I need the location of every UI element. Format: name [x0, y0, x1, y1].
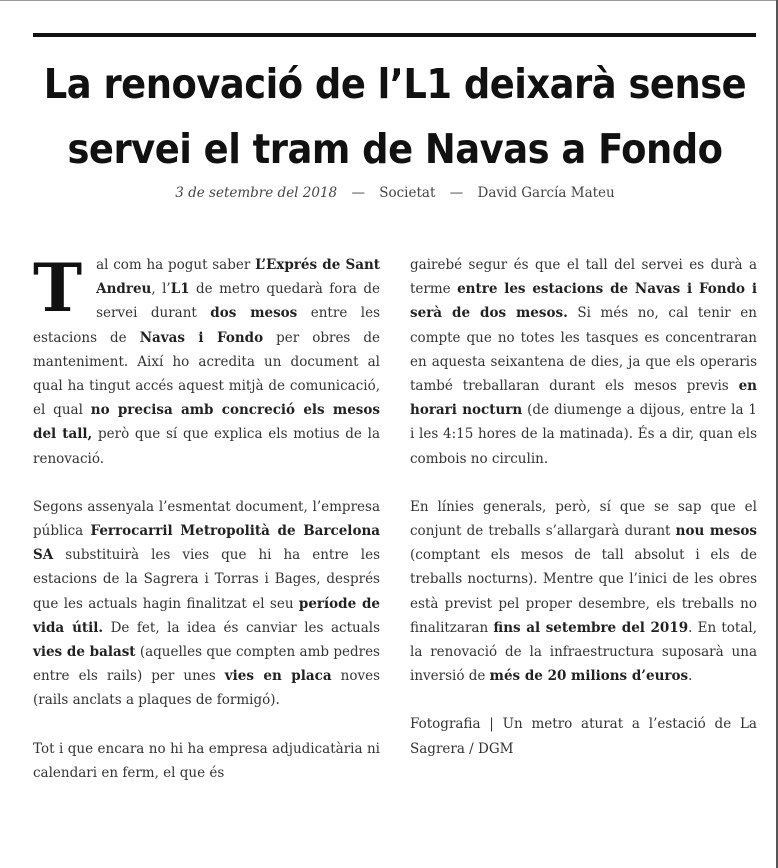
byline-separator: —	[449, 185, 464, 201]
emphasis-text: període de vida útil.	[33, 595, 380, 636]
body-text: (de diumenge a dijous, entre la 1 i les 4:15 hores de la matinada). És a dir, quan els combois no circulin.	[410, 402, 758, 467]
window-top-border	[0, 0, 778, 1]
body-text: Segons assenyala l’esmentat document, l’empresa pública	[33, 498, 380, 540]
body-text: De fet, la idea és canviar les actuals	[103, 619, 380, 636]
photo-caption	[410, 712, 757, 760]
article-paragraph-2	[33, 495, 380, 713]
article-category[interactable]: Societat	[379, 185, 436, 201]
article-paragraph-3-start	[33, 737, 380, 785]
article-date: 3 de setembre del 2018	[175, 185, 338, 201]
emphasis-text: Ferrocarril Metropolità de Barcelona SA	[33, 523, 381, 564]
paragraph-1-body	[33, 249, 381, 467]
body-text: , l’	[151, 281, 171, 298]
body-text: Si més no, cal tenir en compte que no totes les tasques es concentraran en aquesta seixantena de dies, ja que els operaris també treballaran durant els mesos previs	[410, 305, 757, 395]
emphasis-text: vies de balast	[33, 644, 136, 661]
body-text: al com ha pogut saber	[96, 257, 256, 273]
emphasis-text: vies en placa	[224, 668, 332, 685]
body-text: Fotografia | Un metro aturat a l’estació de La Sagrera / DGM	[410, 716, 757, 757]
article-byline	[0, 185, 778, 201]
drop-cap: T	[33, 249, 83, 327]
body-text: .	[688, 668, 693, 685]
body-text: (aquelles que compten amb pedres entre els rails) per unes	[33, 644, 380, 685]
emphasis-text: L’Exprés de Sant Andreu	[96, 257, 380, 298]
article-paragraph-4	[410, 495, 757, 689]
emphasis-text: nou mesos	[675, 523, 757, 540]
emphasis-text: més de 20 milions d’euros	[489, 668, 689, 685]
body-text: per obres de manteniment. Així ho acredita un document al qual ha tingut accés aquest mitjà de comunicació, el qual	[33, 329, 381, 419]
emphasis-text: no precisa amb concreció els mesos del tall,	[33, 402, 381, 443]
article-column-right	[410, 253, 757, 785]
body-text: En línies generals, però, sí que se sap que el conjunt de treballs s’allargarà durant	[410, 498, 757, 540]
article-title: La renovació de l’L1 deixarà sense servei el tram de Navas a Fondo	[43, 60, 747, 173]
article-column-left	[33, 249, 381, 809]
emphasis-text: Navas i Fondo	[139, 329, 264, 346]
emphasis-text: dos mesos	[210, 305, 298, 322]
body-text: . En total, la renovació de la infraestructura suposarà una inversió de	[410, 619, 757, 685]
emphasis-text: entre les estacions de Navas i Fondo i serà de dos mesos.	[410, 281, 757, 322]
article-paragraph-3-continued	[410, 253, 757, 471]
emphasis-text: fins al setembre del 2019	[493, 619, 689, 636]
emphasis-text: en horari nocturn	[410, 378, 757, 419]
body-text: de metro quedarà fora de servei durant	[96, 281, 380, 322]
body-text: Tot i que encara no hi ha empresa adjudicatària ni calendari en ferm, el que és	[33, 740, 380, 781]
body-text: noves (rails anclats a plaques de formigó).	[33, 668, 380, 709]
body-text: substituirà les vies que hi ha entre les estacions de la Sagrera i Torras i Bages, després que les actuals hagin finalitzat el seu	[33, 547, 380, 612]
body-text: gairebé segur és que el tall del servei es durà a terme	[410, 257, 757, 298]
byline-separator: —	[351, 185, 365, 201]
body-text: (comptant els mesos de tall absolut i els de treballs nocturns). Mentre que l’inici de les obres està previst pel proper desembre, els treballs no finalitzaran	[410, 547, 757, 636]
article-author[interactable]: David García Mateu	[477, 185, 615, 201]
body-text: però que sí que explica els motius de la renovació.	[33, 426, 381, 467]
title-top-rule	[33, 33, 756, 37]
emphasis-text: L1	[170, 281, 190, 298]
article-paragraph-1	[33, 249, 381, 471]
body-text: entre les estacions de	[33, 305, 380, 346]
